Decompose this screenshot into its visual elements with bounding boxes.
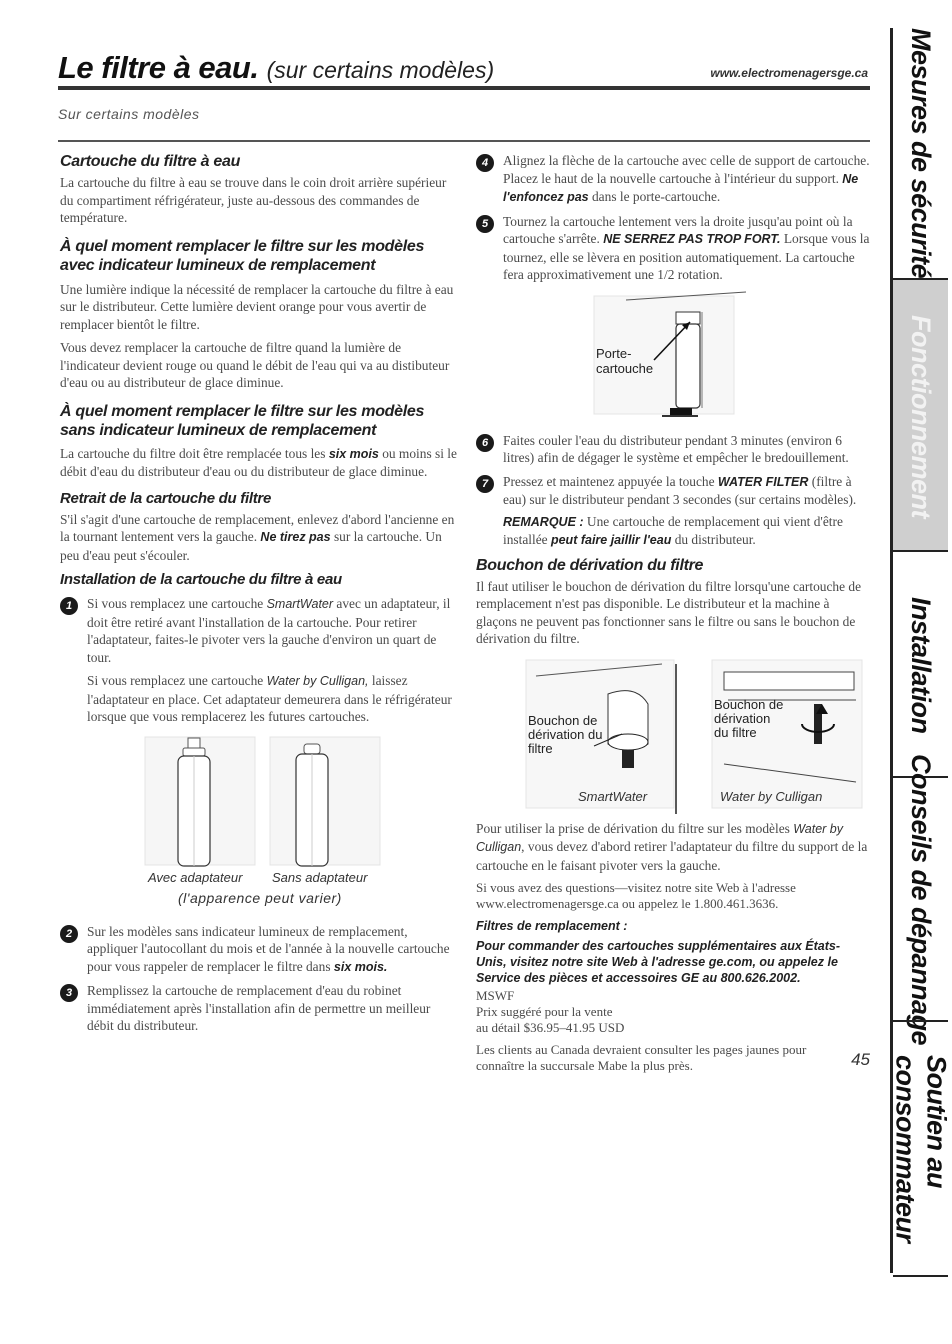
caption-appearance: (l'apparence peut varier) bbox=[178, 889, 342, 906]
step-5-text: Tournez la cartouche lentement vers la droite jusqu'au point où la cartouche s'arrête. NE SERREZ PAS TROP FORT. Lorsque vous la tournez, elle se lèvera en position automatiquement. La cartouche fera approximativement une 1/2 rotation. bbox=[503, 213, 870, 282]
step-4 bbox=[476, 152, 870, 207]
price-line-2: au détail $36.95–41.95 USD bbox=[476, 1020, 625, 1035]
page-title bbox=[58, 50, 494, 86]
tab-operation[interactable] bbox=[893, 278, 948, 552]
paragraph-bypass-use: Pour utiliser la prise de dérivation du filtre sur les modèles Water by Culligan, vous devez d'abord retirer l'adaptateur du filtre du support de la cartouche en le faisant pivoter vers la gauche. bbox=[476, 820, 868, 873]
step-number-3: 3 bbox=[60, 984, 78, 1002]
step-5 bbox=[476, 213, 870, 284]
caption-culligan: Water by Culligan bbox=[720, 788, 823, 804]
cartridge-holder-illustration bbox=[476, 290, 870, 422]
page-number: 45 bbox=[851, 1050, 870, 1069]
step-number-7: 7 bbox=[476, 475, 494, 493]
paragraph-cartridge: La cartouche du filtre à eau se trouve dans le coin droit arrière supérieur du compartiment réfrigérateur, juste au-dessous des commandes de température. bbox=[60, 175, 447, 225]
section-title-bypass-plug: Bouchon de dérivation du filtre bbox=[476, 556, 704, 574]
right-column bbox=[476, 150, 870, 1080]
step-number-5: 5 bbox=[476, 215, 494, 233]
step-3-text: Remplissez la cartouche de remplacement d'eau du robinet immédiatement après l'installation afin de permettre un meilleur débit du distributeur. bbox=[87, 983, 431, 1033]
subheading: Sur certains modèles bbox=[58, 106, 200, 122]
figure-bypass-plugs bbox=[476, 654, 870, 816]
step-4-text: Alignez la flèche de la cartouche avec celle de support de cartouche. Placez le haut de la nouvelle cartouche à l'intérieur du support. Ne l'enfoncez pas dans le porte-cartouche. bbox=[503, 153, 870, 204]
page-title-sub: (sur certains modèles) bbox=[266, 57, 495, 83]
tab-operation-label: Fonctionnement bbox=[906, 314, 936, 518]
section-title-with-indicator: À quel moment remplacer le filtre sur les modèles avec indicateur lumineux de remplacement bbox=[60, 237, 425, 274]
paragraph-canada: Les clients au Canada devraient consulter les pages jaunes pour connaître la succursale Mabe la plus près. bbox=[476, 1042, 807, 1073]
tab-safety-label: Mesures de sécurité bbox=[906, 27, 936, 279]
replacement-order-text: Pour commander des cartouches supplémentaires aux États-Unis, visitez notre site Web à l'adresse ge.com, ou appelez le Service des pièces et accessoires GE au 800.626.2002. bbox=[476, 939, 841, 985]
tab-consumer-support-label-2: consommateur bbox=[890, 1054, 921, 1243]
label-bypass-left: Bouchon de dérivation du filtre bbox=[528, 712, 603, 756]
step-3 bbox=[60, 982, 458, 1035]
header-rule bbox=[58, 86, 870, 90]
cartridges-illustration bbox=[60, 732, 458, 872]
step-7 bbox=[476, 473, 870, 550]
page-title-main: Le filtre à eau. bbox=[58, 50, 259, 85]
step-2-text: Sur les modèles sans indicateur lumineux de remplacement, appliquer l'autocollant du mois et de l'année à la nouvelle cartouche pour vous rappeler de remplacer le filtre dans six mois. bbox=[87, 923, 450, 974]
price-line-1: Prix suggéré pour la vente bbox=[476, 1004, 613, 1019]
header-url-link[interactable]: www.electromenagersge.ca bbox=[710, 66, 868, 80]
step-6 bbox=[476, 432, 870, 467]
step-number-1: 1 bbox=[60, 597, 78, 615]
section-title-without-indicator: À quel moment remplacer le filtre sur les modèles sans indicateur lumineux de remplacement bbox=[60, 402, 425, 439]
step-1-text-a: Si vous remplacez une cartouche SmartWater avec un adaptateur, il doit être retiré avant l'installation de la cartouche. Pour retirer l'adaptateur, faites-le pivoter vers la gauche d'environ un quart de tour. bbox=[87, 596, 451, 665]
step-7-text: Pressez et maintenez appuyée la touche WATER FILTER (filtre à eau) sur le distributeur pendant 3 secondes (sur certains modèles). bbox=[503, 473, 857, 507]
tab-consumer-support-text bbox=[890, 1055, 952, 1243]
label-cartridge-holder: Porte-cartouche bbox=[596, 345, 654, 376]
section-tabs bbox=[890, 28, 951, 1273]
step-number-2: 2 bbox=[60, 925, 78, 943]
tab-safety[interactable] bbox=[893, 28, 948, 278]
replacement-title: Filtres de remplacement : bbox=[476, 919, 628, 933]
remark-text: REMARQUE : Une cartouche de remplacement qui vient d'être installée peut faire jaillir l'eau du distributeur. bbox=[503, 513, 843, 547]
canada-block bbox=[476, 1042, 870, 1074]
tab-consumer-support-label-1: Soutien au bbox=[921, 1054, 952, 1188]
paragraph-questions: Si vous avez des questions—visitez notre site Web à l'adresse www.electromenagersge.ca ou appelez le 1.800.461.3636. bbox=[476, 880, 796, 911]
model-number: MSWF bbox=[476, 988, 515, 1003]
paragraph-with-indicator-2: Vous devez remplacer la cartouche de filtre quand la lumière de l'indicateur devient rouge ou quand le débit de l'eau qui va au distibuteur d'eau ou au distributeur de glace diminue. bbox=[60, 340, 450, 390]
caption-without-adaptor: Sans adaptateur bbox=[272, 869, 368, 885]
tab-installation[interactable] bbox=[893, 550, 948, 778]
step-number-4: 4 bbox=[476, 154, 494, 172]
caption-with-adaptor: Avec adaptateur bbox=[148, 869, 243, 885]
step-1-text-b: Si vous remplacez une cartouche Water by Culligan, laissez l'adaptateur en place. Cet adaptateur demeurera dans le réfrigérateur lorsque que vous remplacerez les futures cartouches. bbox=[87, 673, 452, 724]
paragraph-without-indicator: La cartouche du filtre doit être remplacée tous les six mois ou moins si le débit d'eau du distributeur d'eau ou du distributeur de glace diminue. bbox=[60, 445, 457, 479]
figure-cartridge-holder bbox=[476, 290, 870, 422]
tab-troubleshooting[interactable] bbox=[893, 754, 948, 1046]
subheading-rule bbox=[58, 140, 870, 142]
figure-cartridges bbox=[60, 732, 458, 917]
tab-installation-label: Installation bbox=[906, 596, 936, 734]
paragraph-bypass-plug: Il faut utiliser le bouchon de dérivation du filtre lorsqu'une cartouche de remplacement n'est pas disponible. Le distributeur et la machine à glaçons ne peuvent pas fonctionner sans le filtre ou sans le bouchon de dérivation du filtre. bbox=[476, 578, 862, 646]
step-number-6: 6 bbox=[476, 434, 494, 452]
label-bypass-right: Bouchon de dérivation du filtre bbox=[714, 696, 784, 740]
step-1 bbox=[60, 595, 458, 726]
section-title-cartridge: Cartouche du filtre à eau bbox=[60, 153, 241, 170]
tab-consumer-support[interactable] bbox=[890, 1020, 952, 1277]
left-column bbox=[60, 150, 458, 1041]
step-2 bbox=[60, 923, 458, 977]
section-title-installation: Installation de la cartouche du filtre à eau bbox=[60, 571, 342, 588]
paragraph-removal: S'il s'agit d'une cartouche de remplacement, enlevez d'abord l'ancienne en la tournant lentement vers la gauche. Ne tirez pas sur la cartouche. Un peu d'eau peut s'écouler. bbox=[60, 511, 455, 563]
tab-troubleshooting-label: Conseils de dépannage bbox=[906, 754, 936, 1046]
caption-smartwater: SmartWater bbox=[578, 788, 648, 804]
section-title-removal: Retrait de la cartouche du filtre bbox=[60, 489, 271, 507]
step-6-text: Faites couler l'eau du distributeur pendant 3 minutes (environ 6 litres) afin de dégager le système et empêcher le bredouillement. bbox=[503, 432, 849, 465]
paragraph-with-indicator-1: Une lumière indique la nécessité de remplacer la cartouche du filtre à eau sur le distributeur. Cette lumière devient orange pour vous avertir de remplacer bientôt le filtre. bbox=[60, 281, 454, 332]
